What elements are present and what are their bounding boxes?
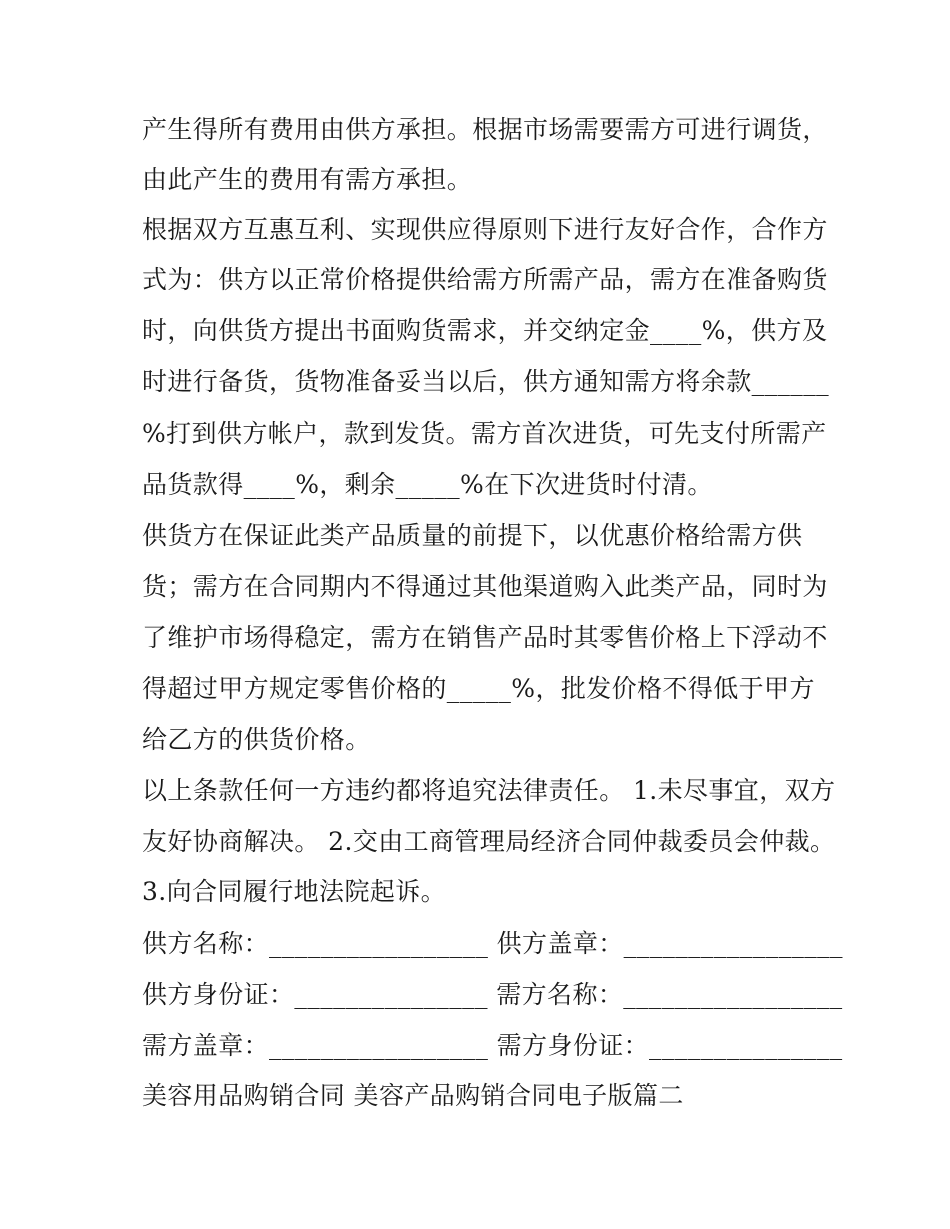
text-line: 3.向合同履行地法院起诉。 (142, 877, 447, 906)
text-line: 供货方在保证此类产品质量的前提下，以优惠价格给需方供 (142, 521, 803, 550)
text-line: 根据双方互惠互利、实现供应得原则下进行友好合作，合作方 (142, 215, 828, 244)
signature-field-row: 需方盖章：_________________ 需方身份证：_______________ (142, 1031, 843, 1060)
text-line: 由此产生的费用有需方承担。 (142, 165, 473, 194)
signature-field-row: 供方名称：_________________ 供方盖章：_________________ (142, 929, 843, 958)
text-line: 时进行备货，货物准备妥当以后，供方通知需方将余款______ (142, 367, 830, 396)
text-line: 得超过甲方规定零售价格的_____%，批发价格不得低于甲方 (142, 674, 815, 703)
text-line: 产生得所有费用由供方承担。根据市场需要需方可进行调货， (142, 115, 828, 144)
text-line: 了维护市场得稳定，需方在销售产品时其零售价格上下浮动不 (142, 623, 828, 652)
text-line: 货；需方在合同期内不得通过其他渠道购入此类产品，同时为 (142, 572, 828, 601)
text-line: %打到供方帐户，款到发货。需方首次进货，可先支付所需产 (142, 419, 827, 448)
text-line: 品货款得____%，剩余_____%在下次进货时付清。 (142, 470, 713, 499)
signature-field-row: 供方身份证：_______________ 需方名称：_________________ (142, 980, 843, 1009)
text-line: 时，向供货方提出书面购货需求，并交纳定金____%，供方及 (142, 316, 828, 345)
text-line: 式为：供方以正常价格提供给需方所需产品，需方在准备购货 (142, 265, 828, 294)
text-line: 友好协商解决。 2.交由工商管理局经济合同仲裁委员会仲裁。 (142, 827, 836, 856)
text-line: 给乙方的供货价格。 (142, 725, 371, 754)
text-line: 以上条款任何一方违约都将追究法律责任。 1.未尽事宜，双方 (142, 776, 836, 805)
section-heading: 美容用品购销合同 美容产品购销合同电子版篇二 (142, 1081, 684, 1110)
